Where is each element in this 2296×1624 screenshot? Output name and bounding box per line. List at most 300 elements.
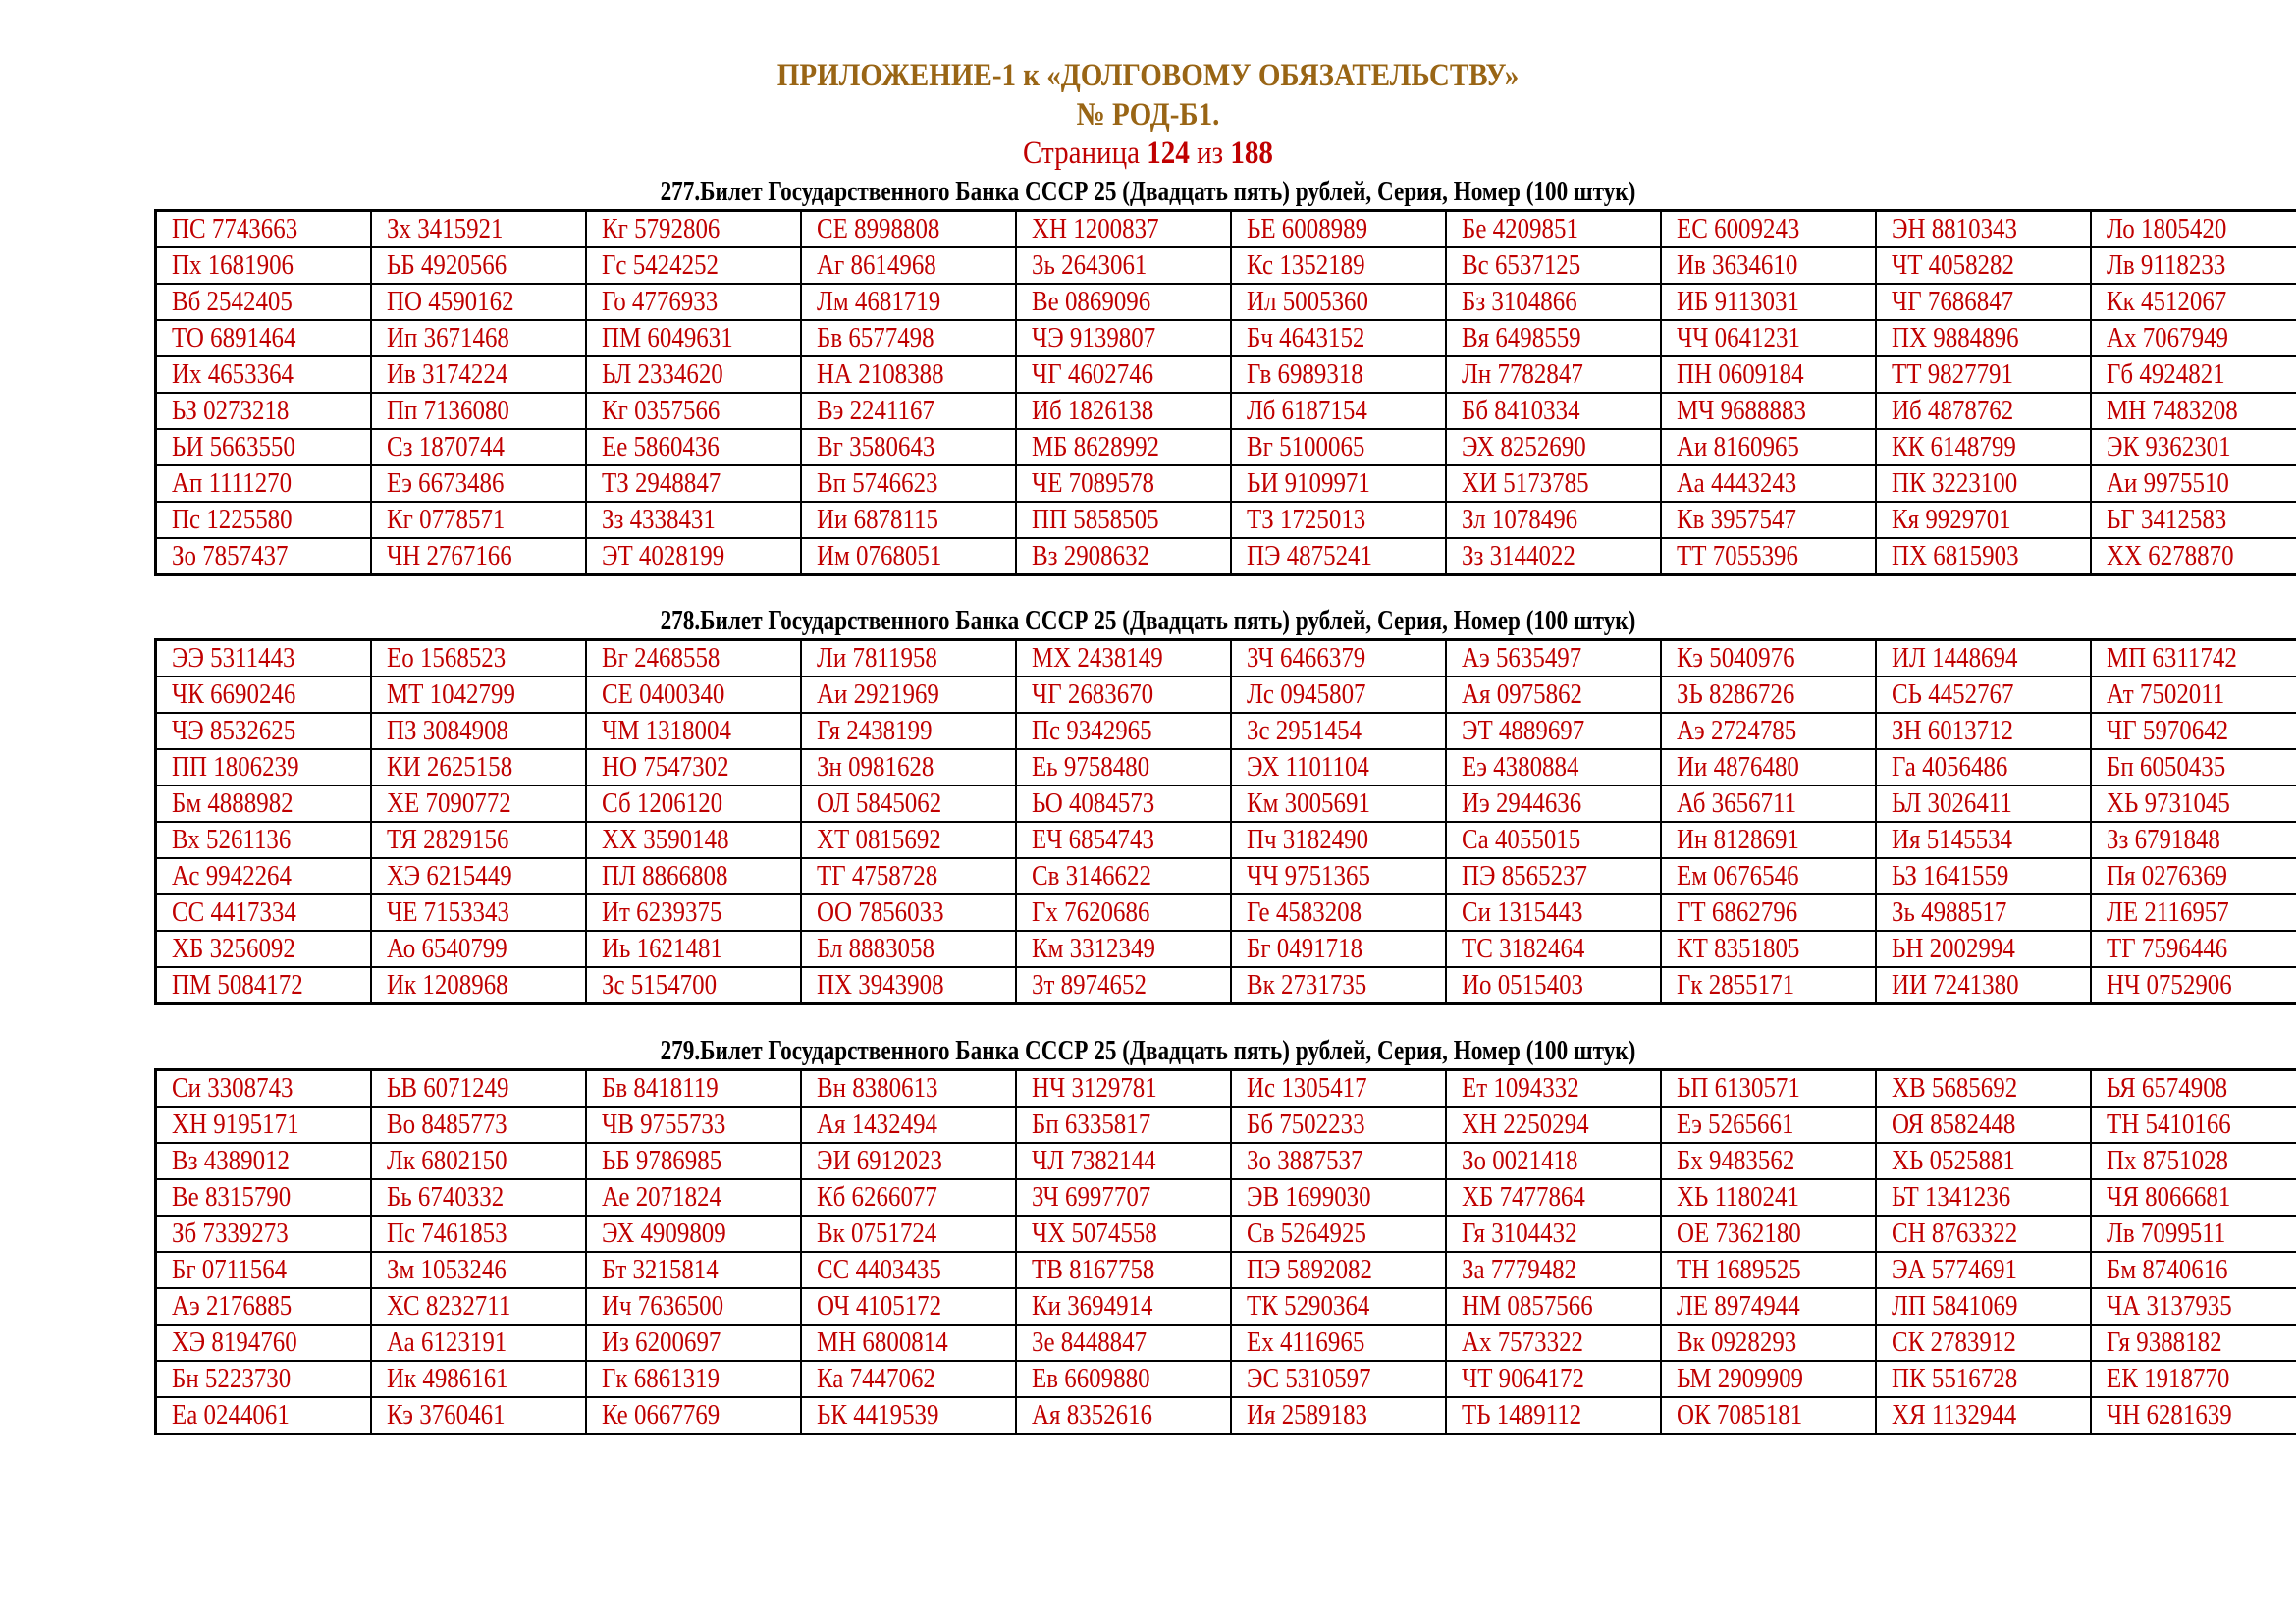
serial-number: Зл 1078496	[1462, 504, 1578, 535]
serial-cell	[586, 247, 801, 284]
serial-number: Зн 0981628	[817, 751, 934, 783]
serial-number: ТГ 4758728	[817, 860, 938, 892]
serial-cell	[2091, 1216, 2296, 1252]
serial-cell	[2091, 538, 2296, 575]
serial-cell	[1231, 822, 1446, 858]
serial-number: Зс 2951454	[1247, 715, 1362, 746]
serial-number: Вс 6537125	[1462, 249, 1581, 281]
serial-cell	[801, 640, 1016, 677]
serial-number: Гк 6861319	[602, 1363, 721, 1394]
serial-cell	[801, 677, 1016, 713]
serial-cell	[586, 822, 801, 858]
serial-cell	[1661, 1325, 1876, 1361]
serial-cell	[156, 677, 372, 713]
serial-number: ЬЛ 2334620	[602, 358, 723, 390]
serial-cell	[586, 1397, 801, 1435]
serial-cell	[371, 429, 586, 465]
serial-cell	[371, 1216, 586, 1252]
serial-cell	[1661, 429, 1876, 465]
serial-number: Ив 3634610	[1677, 249, 1798, 281]
serial-number: ТО 6891464	[172, 322, 296, 353]
serial-cell	[1661, 858, 1876, 894]
serial-cell	[801, 1325, 1016, 1361]
serial-cell	[156, 247, 372, 284]
serial-cell	[1231, 1397, 1446, 1435]
serial-number: ОЧ 4105172	[817, 1290, 942, 1322]
table-row	[156, 502, 2296, 538]
serial-cell	[586, 785, 801, 822]
serial-number: Ас 9942264	[172, 860, 292, 892]
serial-number: ЬЛ 3026411	[1892, 787, 2012, 819]
serial-cell	[156, 356, 372, 393]
serial-cell	[1876, 1252, 2091, 1288]
serial-number: Ич 7636500	[602, 1290, 724, 1322]
serial-cell	[371, 640, 586, 677]
serial-number: Вк 0751724	[817, 1218, 937, 1249]
serial-number: Ая 8352616	[1032, 1399, 1153, 1431]
serial-cell	[801, 858, 1016, 894]
serial-cell	[586, 1361, 801, 1397]
serial-cell	[1231, 858, 1446, 894]
table-row	[156, 1288, 2296, 1325]
serial-cell	[1016, 502, 1231, 538]
serial-number: Пс 7461853	[387, 1218, 507, 1249]
serial-number: КК 6148799	[1892, 431, 2016, 462]
serial-number: Вп 5746623	[817, 467, 938, 499]
serial-number: НМ 0857566	[1462, 1290, 1593, 1322]
serial-cell	[371, 822, 586, 858]
serial-cell	[801, 1107, 1016, 1143]
serial-cell	[1231, 356, 1446, 393]
serial-number: ЧН 2767166	[387, 540, 512, 571]
table-row	[156, 247, 2296, 284]
serial-cell	[1016, 822, 1231, 858]
serial-cell	[586, 393, 801, 429]
serial-cell	[1661, 1143, 1876, 1179]
serial-number: Иб 4878762	[1892, 395, 2014, 426]
serial-cell	[2091, 1179, 2296, 1216]
table-row	[156, 1070, 2296, 1108]
serial-cell	[1876, 211, 2091, 248]
serial-cell	[1661, 1397, 1876, 1435]
serial-cell	[1446, 1216, 1661, 1252]
serial-cell	[586, 713, 801, 749]
serial-number: Аа 6123191	[387, 1326, 507, 1358]
serial-number: ЭХ 8252690	[1462, 431, 1586, 462]
serial-number: Кя 9929701	[1892, 504, 2011, 535]
serial-cell	[1446, 393, 1661, 429]
serial-cell	[1876, 967, 2091, 1004]
serial-cell	[801, 1070, 1016, 1108]
serial-cell	[156, 429, 372, 465]
serial-cell	[801, 538, 1016, 575]
serial-number: Аб 3656711	[1677, 787, 1797, 819]
serial-number: ЧЕ 7089578	[1032, 467, 1154, 499]
serial-cell	[1661, 1288, 1876, 1325]
document-title: ПРИЛОЖЕНИЕ-1 к «ДОЛГОВОМУ ОБЯЗАТЕЛЬСТВУ»	[776, 58, 1520, 93]
serial-cell	[156, 538, 372, 575]
serial-cell	[371, 749, 586, 785]
serial-number: Ев 6609880	[1032, 1363, 1150, 1394]
serial-cell	[371, 247, 586, 284]
serial-cell	[2091, 393, 2296, 429]
table-row	[156, 1325, 2296, 1361]
serial-number: Ее 5860436	[602, 431, 720, 462]
serial-number: ХЬ 1180241	[1677, 1181, 1799, 1213]
serial-number: Лк 6802150	[387, 1145, 507, 1176]
serial-number: Бт 3215814	[602, 1254, 719, 1285]
serial-number: ЛП 5841069	[1892, 1290, 2018, 1322]
serial-number: ЧТ 9064172	[1462, 1363, 1584, 1394]
serial-cell	[1446, 1288, 1661, 1325]
table-row	[156, 967, 2296, 1004]
serial-cell	[1661, 931, 1876, 967]
serial-cell	[586, 1216, 801, 1252]
page-total: 188	[1230, 135, 1273, 171]
serial-cell	[2091, 894, 2296, 931]
serial-number: НО 7547302	[602, 751, 729, 783]
serial-number: ТЗ 1725013	[1247, 504, 1366, 535]
serial-number: ПЛ 8866808	[602, 860, 728, 892]
serial-number: Ло 1805420	[2107, 213, 2227, 244]
serial-number: Аи 8160965	[1677, 431, 1799, 462]
serial-cell	[2091, 1361, 2296, 1397]
serial-number: ЭА 5774691	[1892, 1254, 2018, 1285]
serial-number: Вз 4389012	[172, 1145, 291, 1176]
serial-cell	[371, 1179, 586, 1216]
serial-cell	[156, 320, 372, 356]
serial-number: ЬБ 4920566	[387, 249, 507, 281]
serial-number: ПХ 9884896	[1892, 322, 2019, 353]
serial-number: Гк 2855171	[1677, 969, 1795, 1001]
serial-number: Аи 9975510	[2107, 467, 2229, 499]
serial-cell	[2091, 785, 2296, 822]
serial-number: Ве 8315790	[172, 1181, 292, 1213]
serial-number: Бз 3104866	[1462, 286, 1577, 317]
serial-cell	[1876, 822, 2091, 858]
serial-cell	[1016, 967, 1231, 1004]
serial-number: ХБ 3256092	[172, 933, 295, 964]
serial-number: Пх 1681906	[172, 249, 294, 281]
serial-number: Зс 5154700	[602, 969, 718, 1001]
serial-number: ГТ 6862796	[1677, 896, 1798, 928]
serial-cell	[801, 429, 1016, 465]
serial-number: Бп 6335817	[1032, 1109, 1151, 1140]
serial-number: ТГ 7596446	[2107, 933, 2228, 964]
serial-number: Бб 8410334	[1462, 395, 1580, 426]
serial-number: Им 0768051	[817, 540, 942, 571]
serial-number: ПП 5858505	[1032, 504, 1159, 535]
serial-number: Ке 0667769	[602, 1399, 721, 1431]
serial-number: СС 4403435	[817, 1254, 941, 1285]
serial-cell	[1661, 640, 1876, 677]
serial-cell	[156, 1252, 372, 1288]
table-row	[156, 284, 2296, 320]
serial-number: ОЛ 5845062	[817, 787, 942, 819]
serial-cell	[1876, 858, 2091, 894]
table-row	[156, 1397, 2296, 1435]
serial-cell	[1016, 211, 1231, 248]
serial-number: Гс 5424252	[602, 249, 720, 281]
serial-number: ХЭ 8194760	[172, 1326, 297, 1358]
serial-cell	[1016, 1252, 1231, 1288]
serial-cell	[156, 785, 372, 822]
serial-number: Ао 6540799	[387, 933, 507, 964]
serial-number: Гя 9388182	[2107, 1326, 2222, 1358]
serial-cell	[1231, 1070, 1446, 1108]
serial-cell	[1016, 1288, 1231, 1325]
table-row	[156, 538, 2296, 575]
serial-cell	[801, 393, 1016, 429]
serial-number: ЧЭ 8532625	[172, 715, 296, 746]
serial-number: ЕК 1918770	[2107, 1363, 2230, 1394]
serial-cell	[156, 1325, 372, 1361]
serial-cell	[1876, 640, 2091, 677]
serial-cell	[801, 211, 1016, 248]
serial-cell	[586, 211, 801, 248]
serial-number: ОК 7085181	[1677, 1399, 1803, 1431]
serial-number: ЬО 4084573	[1032, 787, 1155, 819]
serial-number: Зо 3887537	[1247, 1145, 1363, 1176]
serial-cell	[1661, 284, 1876, 320]
serial-cell	[586, 320, 801, 356]
serial-cell	[1016, 1216, 1231, 1252]
serial-number: Лм 4681719	[817, 286, 941, 317]
serial-number: ЬН 2002994	[1892, 933, 2015, 964]
serial-cell	[1016, 640, 1231, 677]
serial-number: Ин 8128691	[1677, 824, 1799, 855]
serial-cell	[2091, 1252, 2296, 1288]
serial-cell	[1661, 677, 1876, 713]
serial-number: НЧ 0752906	[2107, 969, 2232, 1001]
serial-cell	[801, 1288, 1016, 1325]
serial-number: Км 3312349	[1032, 933, 1155, 964]
serial-number: ТЯ 2829156	[387, 824, 509, 855]
serial-number: Лн 7782847	[1462, 358, 1583, 390]
table-row	[156, 894, 2296, 931]
serial-number: Ео 1568523	[387, 642, 507, 674]
serial-number: Кэ 3760461	[387, 1399, 506, 1431]
serial-number: ХХ 6278870	[2107, 540, 2234, 571]
serial-cell	[156, 967, 372, 1004]
serial-number: ИБ 9113031	[1677, 286, 1799, 317]
serial-number: Аэ 2176885	[172, 1290, 293, 1322]
serial-number: ЧГ 4602746	[1032, 358, 1154, 390]
serial-cell	[801, 502, 1016, 538]
serial-cell	[1446, 429, 1661, 465]
serial-number: Кэ 5040976	[1677, 642, 1795, 674]
serial-number: Вк 2731735	[1247, 969, 1367, 1001]
serial-cell	[2091, 713, 2296, 749]
serial-cell	[1876, 785, 2091, 822]
table-row	[156, 1216, 2296, 1252]
serial-number: Кк 4512067	[2107, 286, 2227, 317]
serial-cell	[1661, 1252, 1876, 1288]
serial-cell	[801, 894, 1016, 931]
serial-cell	[1876, 1361, 2091, 1397]
serial-number: ПМ 5084172	[172, 969, 303, 1001]
serial-cell	[2091, 429, 2296, 465]
serial-cell	[1231, 538, 1446, 575]
serial-number: ЭК 9362301	[2107, 431, 2231, 462]
serial-cell	[586, 677, 801, 713]
serial-number: ЭВ 1699030	[1247, 1181, 1371, 1213]
serial-number: ПН 0609184	[1677, 358, 1804, 390]
serial-number: Еэ 4380884	[1462, 751, 1579, 783]
serial-cell	[586, 356, 801, 393]
serial-cell	[1446, 967, 1661, 1004]
serial-cell	[1016, 284, 1231, 320]
serial-number: ЧЭ 9139807	[1032, 322, 1156, 353]
serial-number: ЬЗ 1641559	[1892, 860, 2009, 892]
serial-number: Еь 9758480	[1032, 751, 1150, 783]
serial-number: ЕЧ 6854743	[1032, 824, 1154, 855]
serial-cell	[801, 822, 1016, 858]
serial-cell	[371, 284, 586, 320]
serial-number: Аэ 5635497	[1462, 642, 1582, 674]
serial-number: Кг 0357566	[602, 395, 721, 426]
serial-number: НЧ 3129781	[1032, 1072, 1157, 1104]
serial-number: ХЯ 1132944	[1892, 1399, 2017, 1431]
serial-cell	[2091, 1288, 2296, 1325]
table-row	[156, 393, 2296, 429]
serial-cell	[2091, 822, 2296, 858]
serial-cell	[586, 858, 801, 894]
serial-number: ПХ 3943908	[817, 969, 944, 1001]
serial-cell	[1876, 1070, 2091, 1108]
serial-cell	[801, 320, 1016, 356]
table-row	[156, 931, 2296, 967]
serial-cell	[801, 1179, 1016, 1216]
serial-number: Зе 8448847	[1032, 1326, 1148, 1358]
section-heading-279: 279.Билет Государственного Банка СССР 25 (Двадцать пять) рублей, Серия, Номер (100 штук)	[660, 1035, 1636, 1066]
serial-cell	[1016, 713, 1231, 749]
serial-cell	[1661, 465, 1876, 502]
serial-cell	[1661, 538, 1876, 575]
serial-cell	[2091, 211, 2296, 248]
serial-cell	[156, 502, 372, 538]
serial-number: ЬМ 2909909	[1677, 1363, 1804, 1394]
serial-number: ПМ 6049631	[602, 322, 733, 353]
serial-number: Ае 2071824	[602, 1181, 721, 1213]
serial-cell	[2091, 677, 2296, 713]
serial-number: Ве 0869096	[1032, 286, 1151, 317]
serial-number: СС 4417334	[172, 896, 296, 928]
serial-number: Пс 9342965	[1032, 715, 1152, 746]
serial-number: Пп 7136080	[387, 395, 509, 426]
serial-cell	[156, 713, 372, 749]
serial-cell	[1876, 284, 2091, 320]
serial-number: Зт 8974652	[1032, 969, 1147, 1001]
serial-number: ПК 3223100	[1892, 467, 2018, 499]
serial-cell	[2091, 1143, 2296, 1179]
serial-number: Ив 3174224	[387, 358, 508, 390]
serial-number: Бм 8740616	[2107, 1254, 2228, 1285]
serial-cell	[1661, 393, 1876, 429]
serial-cell	[1446, 1361, 1661, 1397]
serial-number: Вэ 2241167	[817, 395, 934, 426]
serial-number: Вг 5100065	[1247, 431, 1365, 462]
serial-cell	[1876, 429, 2091, 465]
serial-cell	[2091, 320, 2296, 356]
serial-cell	[2091, 749, 2296, 785]
serial-number: ТЗ 2948847	[602, 467, 721, 499]
serial-cell	[1661, 1361, 1876, 1397]
serial-cell	[586, 967, 801, 1004]
serial-number: ОО 7856033	[817, 896, 944, 928]
serial-number: Са 4055015	[1462, 824, 1581, 855]
serial-cell	[1446, 785, 1661, 822]
serial-number: ЬИ 9109971	[1247, 467, 1370, 499]
table-row	[156, 640, 2296, 677]
serial-number: Вг 3580643	[817, 431, 935, 462]
serial-number: ПХ 6815903	[1892, 540, 2019, 571]
serial-cell	[2091, 931, 2296, 967]
serial-cell	[156, 931, 372, 967]
serial-number: ЭЭ 5311443	[172, 642, 295, 674]
serial-cell	[2091, 858, 2296, 894]
table-row	[156, 822, 2296, 858]
serial-cell	[586, 640, 801, 677]
serial-number: ЬЗ 0273218	[172, 395, 290, 426]
serial-number: ТН 5410166	[2107, 1109, 2231, 1140]
serial-number: ЗЬ 8286726	[1677, 678, 1795, 710]
serial-cell	[1661, 967, 1876, 1004]
serial-number: Ик 4986161	[387, 1363, 508, 1394]
serial-number: ЭИ 6912023	[817, 1145, 943, 1176]
serial-cell	[371, 320, 586, 356]
serial-cell	[1876, 320, 2091, 356]
serial-cell	[156, 1397, 372, 1435]
serial-cell	[1231, 785, 1446, 822]
serial-number: ЧМ 1318004	[602, 715, 731, 746]
serial-number: Пч 3182490	[1247, 824, 1369, 855]
serial-cell	[1446, 502, 1661, 538]
serial-number: Еэ 5265661	[1677, 1109, 1794, 1140]
serial-cell	[1661, 1216, 1876, 1252]
serial-cell	[1016, 393, 1231, 429]
section-heading-277: 277.Билет Государственного Банка СССР 25 (Двадцать пять) рублей, Серия, Номер (100 штук)	[660, 176, 1636, 207]
serial-cell	[371, 1252, 586, 1288]
serial-number: Из 6200697	[602, 1326, 721, 1358]
serial-cell	[801, 967, 1016, 1004]
serial-number: ПЭ 5892082	[1247, 1254, 1373, 1285]
serial-number: ЭХ 1101104	[1247, 751, 1369, 783]
serial-number: Ип 3671468	[387, 322, 509, 353]
serial-cell	[1661, 502, 1876, 538]
serial-cell	[156, 1179, 372, 1216]
serial-number: СН 8763322	[1892, 1218, 2018, 1249]
serial-number: Га 4056486	[1892, 751, 2008, 783]
serial-number: ЕС 6009243	[1677, 213, 1800, 244]
serial-number: Лб 6187154	[1247, 395, 1367, 426]
serial-cell	[156, 640, 372, 677]
serial-cell	[586, 502, 801, 538]
serial-number: МТ 1042799	[387, 678, 515, 710]
serial-cell	[371, 502, 586, 538]
serial-number: ЭТ 4889697	[1462, 715, 1585, 746]
table-row	[156, 356, 2296, 393]
serial-number: ТВ 8167758	[1032, 1254, 1155, 1285]
serial-number: Бь 6740332	[387, 1181, 505, 1213]
serial-cell	[586, 1252, 801, 1288]
serial-cell	[1661, 320, 1876, 356]
serial-number: Вк 0928293	[1677, 1326, 1797, 1358]
serial-number: МЧ 9688883	[1677, 395, 1806, 426]
serial-number: Ия 5145534	[1892, 824, 2013, 855]
serial-cell	[371, 931, 586, 967]
serial-number: Ет 1094332	[1462, 1072, 1579, 1104]
